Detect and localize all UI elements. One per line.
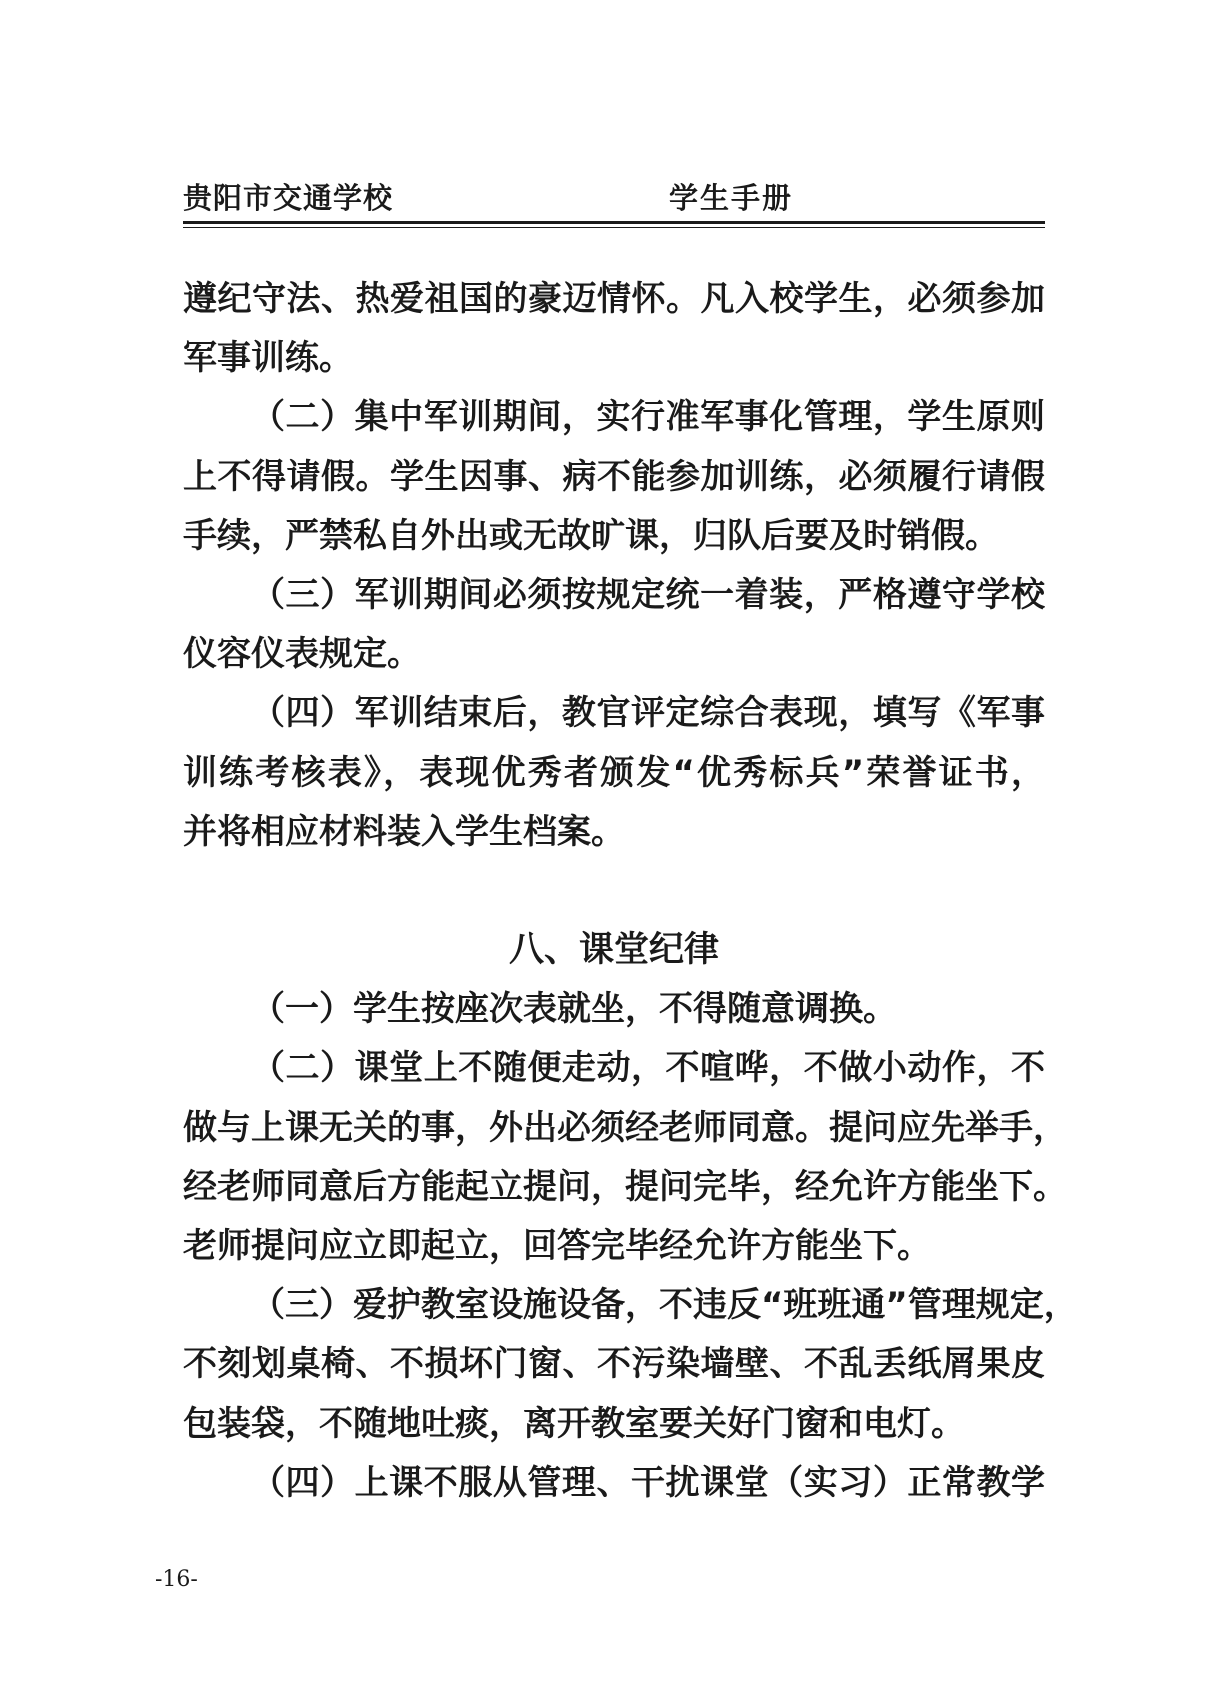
text-line: 不刻划桌椅、不损坏门窗、不污染墙壁、不乱丢纸屑果皮 xyxy=(183,1344,1045,1385)
paragraph xyxy=(183,684,1045,862)
text-line: 包装袋，不随地吐痰，离开教室要关好门窗和电灯。 xyxy=(183,1403,965,1444)
text-line: （一）学生按座次表就坐，不得随意调换。 xyxy=(251,989,897,1030)
text-line: 并将相应材料装入学生档案。 xyxy=(183,811,625,852)
paragraph xyxy=(183,1276,1078,1454)
paragraph xyxy=(183,270,1045,388)
text-line: 上不得请假。学生因事、病不能参加训练，必须履行请假 xyxy=(183,456,1045,497)
paragraph xyxy=(183,388,1045,566)
header-rule-thick xyxy=(183,221,1045,224)
header-handbook-title: 学生手册 xyxy=(669,181,794,215)
text-line: （四）上课不服从管理、干扰课堂（实习）正常教学 xyxy=(251,1462,1045,1503)
header-rule-thin xyxy=(183,227,1045,228)
text-line: （二）课堂上不随便走动，不喧哗，不做小动作，不 xyxy=(251,1048,1045,1089)
header-school-name: 贵阳市交通学校 xyxy=(183,181,394,215)
paragraph xyxy=(183,1039,1067,1276)
text-line: （二）集中军训期间，实行准军事化管理，学生原则 xyxy=(251,397,1045,438)
section-spacer xyxy=(183,862,1045,921)
paragraph xyxy=(183,1454,1045,1513)
text-line: 军事训练。 xyxy=(183,338,353,379)
section-heading: 八、课堂纪律 xyxy=(508,930,719,971)
body-text xyxy=(183,270,1078,1513)
text-line: 老师提问应立即起立，回答完毕经允许方能坐下。 xyxy=(183,1226,931,1266)
text-line: （四）军训结束后，教官评定综合表现，填写《军事 xyxy=(251,693,1045,734)
text-line: 训练考核表》，表现优秀者颁发“优秀标兵”荣誉证书， xyxy=(183,752,1045,793)
text-line: 做与上课无关的事，外出必须经老师同意。提问应先举手， xyxy=(183,1107,1067,1148)
text-line: 遵纪守法、热爱祖国的豪迈情怀。凡入校学生，必须参加 xyxy=(183,279,1045,319)
text-line: 仪容仪表规定。 xyxy=(183,634,421,675)
text-line: （三）爱护教室设施设备，不违反“班班通”管理规定， xyxy=(251,1285,1078,1326)
paragraph xyxy=(183,980,1045,1039)
paragraph xyxy=(183,566,1045,684)
text-line: （三）军训期间必须按规定统一着装，严格遵守学校 xyxy=(251,574,1045,615)
text-line: 经老师同意后方能起立提问，提问完毕，经允许方能坐下。 xyxy=(183,1166,1067,1207)
text-line: 手续，严禁私自外出或无故旷课，归队后要及时销假。 xyxy=(183,515,999,556)
page-number: -16- xyxy=(155,1567,198,1592)
page-header xyxy=(183,176,1045,216)
